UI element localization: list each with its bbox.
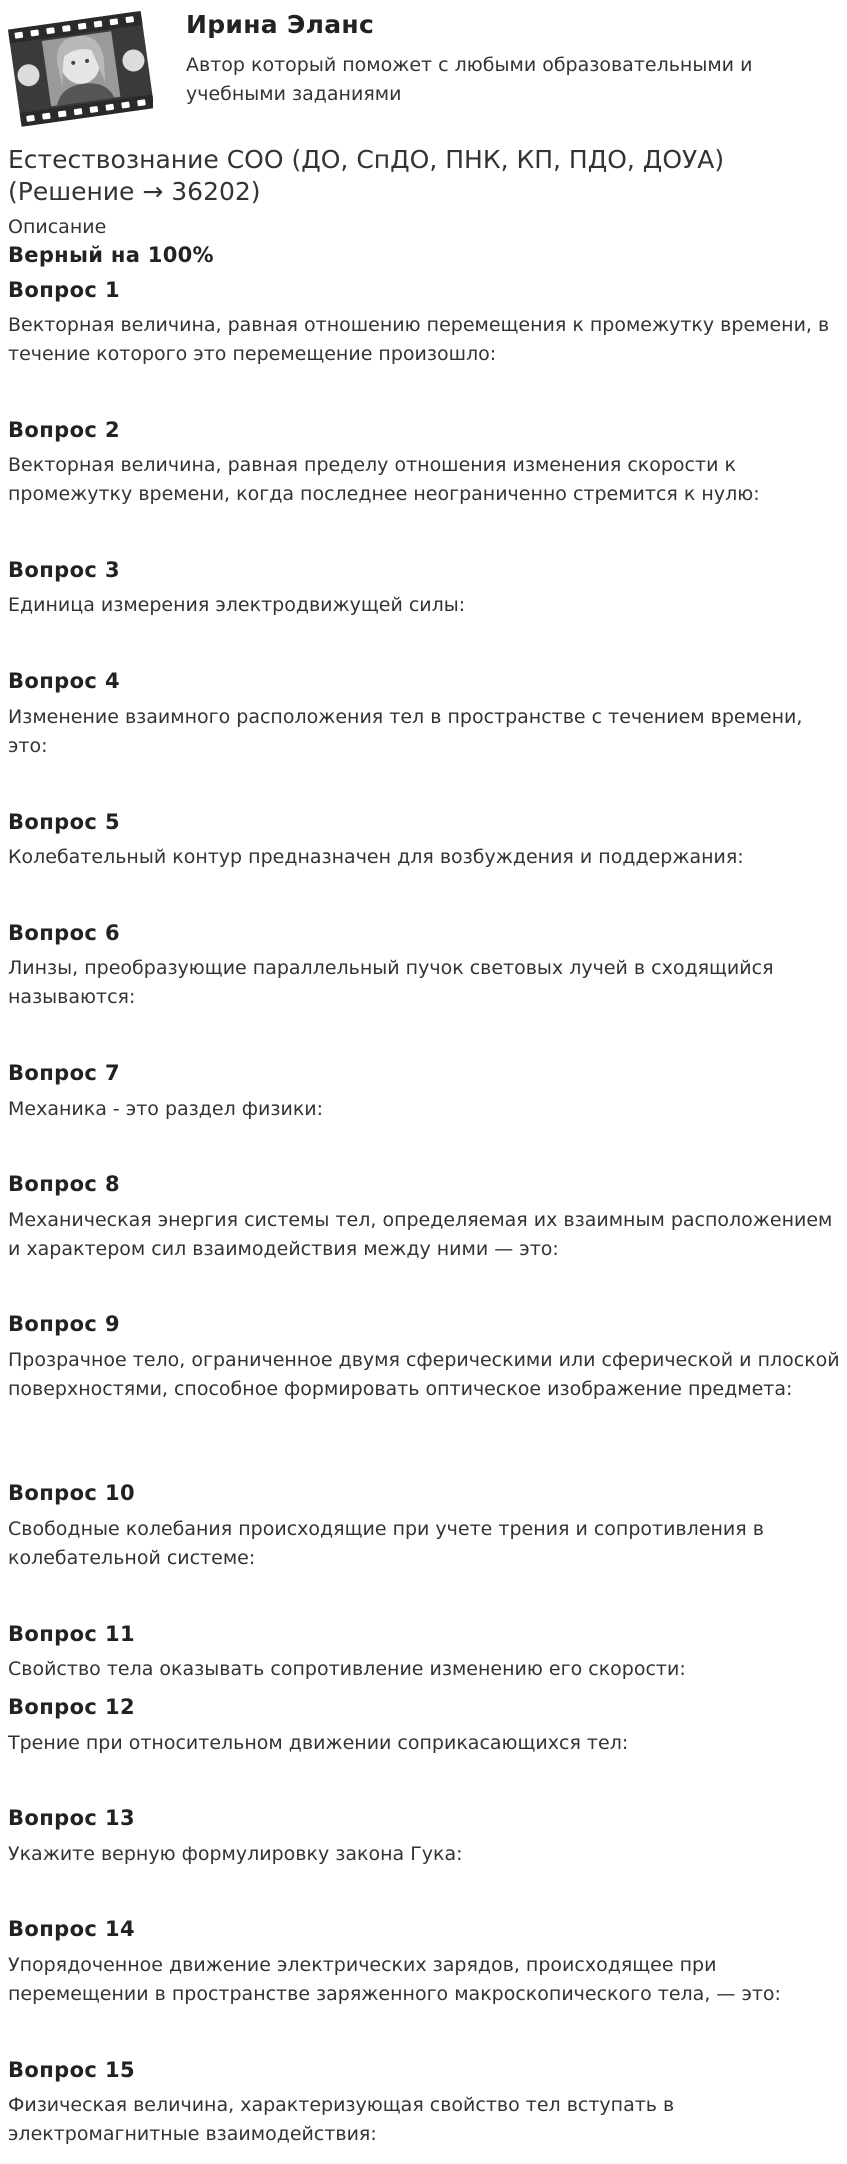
question-title: Вопрос 8	[8, 1172, 120, 1196]
question-title: Вопрос 13	[8, 1806, 135, 1830]
question-text: Упорядоченное движение электрических зарядов, происходящее при перемещении в пространстве заряженного макроскопического тела, — это:	[8, 1954, 781, 2005]
question-title: Вопрос 6	[8, 921, 120, 945]
question-text: Векторная величина, равная пределу отношения изменения скорости к промежутку времени, когда последнее неограниченно стремится к нулю:	[8, 454, 760, 505]
description-label: Описание	[8, 216, 107, 238]
question-title: Вопрос 1	[8, 278, 120, 302]
question-text: Прозрачное тело, ограниченное двумя сферическими или сферической и плоской поверхностями, способное формировать оптическое изображение предмета:	[8, 1349, 840, 1400]
question-text: Механика - это раздел физики:	[8, 1098, 324, 1120]
question-text: Укажите верную формулировку закона Гука:	[8, 1843, 463, 1865]
question-text: Механическая энергия системы тел, определяемая их взаимным расположением и характером сил взаимодействия между ними — это:	[8, 1209, 833, 1260]
question-text: Трение при относительном движении соприкасающихся тел:	[8, 1732, 629, 1754]
verified-badge: Верный на 100%	[8, 243, 214, 267]
author-name[interactable]: Ирина Эланс	[186, 10, 375, 39]
author-description: Автор который поможет с любыми образовательными и учебными заданиями	[186, 54, 753, 105]
author-card	[8, 6, 838, 131]
avatar-photo-icon	[8, 6, 153, 131]
question-title: Вопрос 9	[8, 1312, 120, 1336]
question-text: Физическая величина, характеризующая свойство тел вступать в электромагнитные взаимодействия:	[8, 2094, 675, 2145]
question-title: Вопрос 2	[8, 418, 120, 442]
question-title: Вопрос 3	[8, 558, 120, 582]
question-text: Изменение взаимного расположения тел в пространстве с течением времени, это:	[8, 706, 803, 757]
question-text: Колебательный контур предназначен для возбуждения и поддержания:	[8, 846, 744, 868]
question-text: Линзы, преобразующие параллельный пучок световых лучей в сходящийся называются:	[8, 957, 774, 1008]
page-title: Естествознание СОО (ДО, СпДО, ПНК, КП, ПДО, ДОУА) (Решение → 36202)	[8, 145, 725, 206]
author-avatar[interactable]	[8, 6, 153, 131]
question-title: Вопрос 12	[8, 1695, 135, 1719]
question-text: Свободные колебания происходящие при учете трения и сопротивления в колебательной системе:	[8, 1518, 764, 1569]
question-title: Вопрос 5	[8, 810, 120, 834]
question-title: Вопрос 11	[8, 1622, 135, 1646]
question-title: Вопрос 15	[8, 2058, 135, 2082]
question-text: Векторная величина, равная отношению перемещения к промежутку времени, в течение которого это перемещение произошло:	[8, 314, 830, 365]
question-text: Единица измерения электродвижущей силы:	[8, 594, 466, 616]
question-text: Свойство тела оказывать сопротивление изменению его скорости:	[8, 1658, 686, 1680]
question-title: Вопрос 10	[8, 1481, 135, 1505]
question-title: Вопрос 7	[8, 1061, 120, 1085]
question-title: Вопрос 14	[8, 1917, 135, 1941]
question-title: Вопрос 4	[8, 669, 120, 693]
